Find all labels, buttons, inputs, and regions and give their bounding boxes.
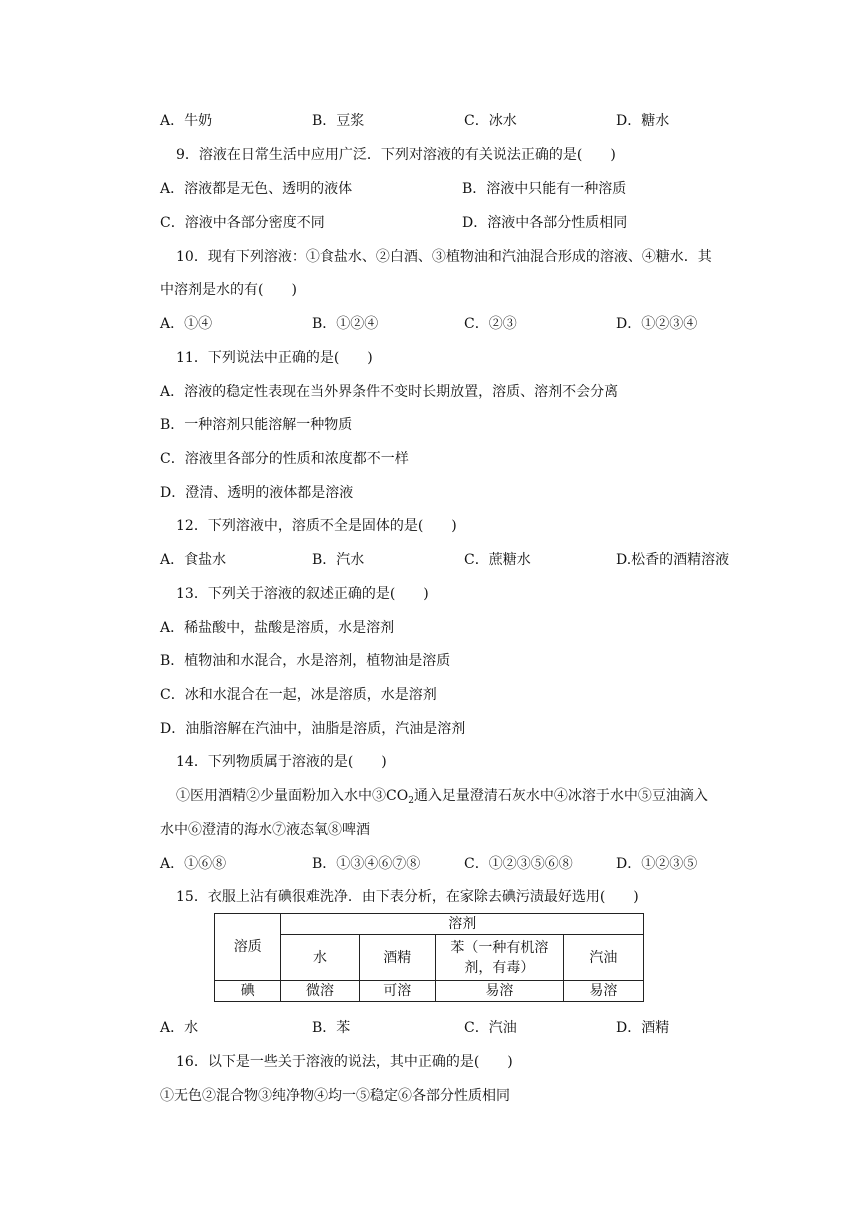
- table-cell: 易溶: [563, 981, 643, 1002]
- q12-option-a: A．食盐水: [160, 552, 227, 568]
- table-solvent-alcohol: 酒精: [359, 935, 435, 981]
- q16-stem: 16．以下是一些关于溶液的说法，其中正确的是( ): [176, 1054, 513, 1070]
- table-cell: 可溶: [359, 981, 435, 1002]
- q14-stem: 14．下列物质属于溶液的是( ): [176, 754, 387, 770]
- q9-option-a: A．溶液都是无色、透明的液体: [160, 181, 353, 197]
- q9-option-d: D．溶液中各部分性质相同: [462, 215, 628, 231]
- q14-options: [160, 854, 760, 874]
- q15-options: [160, 1018, 760, 1038]
- q15-option-a: A．水: [160, 1020, 199, 1036]
- q14-option-a: A．①⑥⑧: [160, 856, 227, 872]
- q12-option-c: C．蔗糖水: [464, 552, 531, 568]
- table-solvent-benzene-line2: 剂，有毒）: [464, 959, 535, 976]
- q13-option-c: C．冰和水混合在一起，冰是溶质，水是溶剂: [160, 687, 437, 703]
- q10-option-b: B．①②④: [312, 316, 379, 332]
- q12-options: [160, 550, 760, 570]
- q15-option-c: C．汽油: [464, 1020, 517, 1036]
- q10-option-c: C．②③: [464, 316, 517, 332]
- q10-option-a: A．①④: [160, 316, 213, 332]
- q11-option-c: C．溶液里各部分的性质和浓度都不一样: [160, 451, 409, 467]
- q10-option-d: D．①②③④: [616, 316, 698, 332]
- q14-option-c: C．①②③⑤⑥⑧: [464, 856, 573, 872]
- q15-option-d: D．酒精: [616, 1020, 670, 1036]
- q14-items-line1-post: 通入足量澄清石灰水中④冰溶于水中⑤豆油滴入: [413, 788, 708, 804]
- solubility-table: [214, 913, 644, 1002]
- q9-stem: 9．溶液在日常生活中应用广泛．下列对溶液的有关说法正确的是( ): [176, 147, 616, 163]
- table-header-row: [215, 914, 644, 935]
- q13-stem: 13．下列关于溶液的叙述正确的是( ): [176, 586, 429, 602]
- q12-option-b: B．汽水: [312, 552, 365, 568]
- q10-stem-line2: 中溶剂是水的有( ): [160, 282, 297, 298]
- table-solvent-water: 水: [281, 935, 359, 981]
- q11-option-b: B．一种溶剂只能溶解一种物质: [160, 417, 353, 433]
- q8-option-b: B．豆浆: [312, 113, 365, 129]
- q13-option-a: A．稀盐酸中，盐酸是溶质，水是溶剂: [160, 620, 395, 636]
- q11-option-a: A．溶液的稳定性表现在当外界条件不变时长期放置，溶质、溶剂不会分离: [160, 384, 619, 400]
- q8-option-a: A．牛奶: [160, 113, 213, 129]
- table-solvent-benzene: [435, 935, 563, 981]
- table-solvent-gasoline: 汽油: [563, 935, 643, 981]
- q10-options: [160, 314, 760, 334]
- q14-items-line2: 水中⑥澄清的海水⑦液态氧⑧啤酒: [160, 822, 370, 838]
- q12-stem: 12．下列溶液中，溶质不全是固体的是( ): [176, 518, 457, 534]
- q13-option-b: B．植物油和水混合，水是溶剂，植物油是溶质: [160, 653, 451, 669]
- q9-option-b: B．溶液中只能有一种溶质: [462, 181, 627, 197]
- q8-option-c: C．冰水: [464, 113, 517, 129]
- table-solvent-header: 溶剂: [281, 914, 644, 935]
- q15-stem: 15．衣服上沾有碘很难洗净．由下表分析，在家除去碘污渍最好选用( ): [176, 889, 639, 905]
- table-solvent-benzene-line1: 苯（一种有机溶: [450, 939, 549, 956]
- q14-items-subscript: 2: [408, 796, 414, 806]
- table-solute-header: 溶质: [215, 914, 281, 981]
- q11-option-d: D．澄清、透明的液体都是溶液: [160, 485, 354, 501]
- q14-items-line1-pre: ①医用酒精②少量面粉加入水中③CO: [176, 788, 409, 804]
- q8-option-d: D．糖水: [616, 113, 670, 129]
- q8-options: [160, 111, 760, 131]
- table-row-label: 碘: [215, 981, 281, 1002]
- table-cell: 易溶: [435, 981, 563, 1002]
- q14-option-b: B．①③④⑥⑦⑧: [312, 856, 421, 872]
- q10-stem-line1: 10．现有下列溶液：①食盐水、②白酒、③植物油和汽油混合形成的溶液、④糖水．其: [176, 249, 712, 265]
- q14-items-line1: [176, 786, 708, 811]
- q16-items: ①无色②混合物③纯净物④均一⑤稳定⑥各部分性质相同: [160, 1088, 510, 1104]
- q13-option-d: D．油脂溶解在汽油中，油脂是溶质，汽油是溶剂: [160, 721, 466, 737]
- q11-stem: 11．下列说法中正确的是( ): [176, 350, 373, 366]
- q15-option-b: B．苯: [312, 1020, 351, 1036]
- table-row: [215, 981, 644, 1002]
- q12-option-d: D.松香的酒精溶液: [616, 552, 730, 568]
- table-cell: 微溶: [281, 981, 359, 1002]
- q9-option-c: C．溶液中各部分密度不同: [160, 215, 325, 231]
- q14-option-d: D．①②③⑤: [616, 856, 698, 872]
